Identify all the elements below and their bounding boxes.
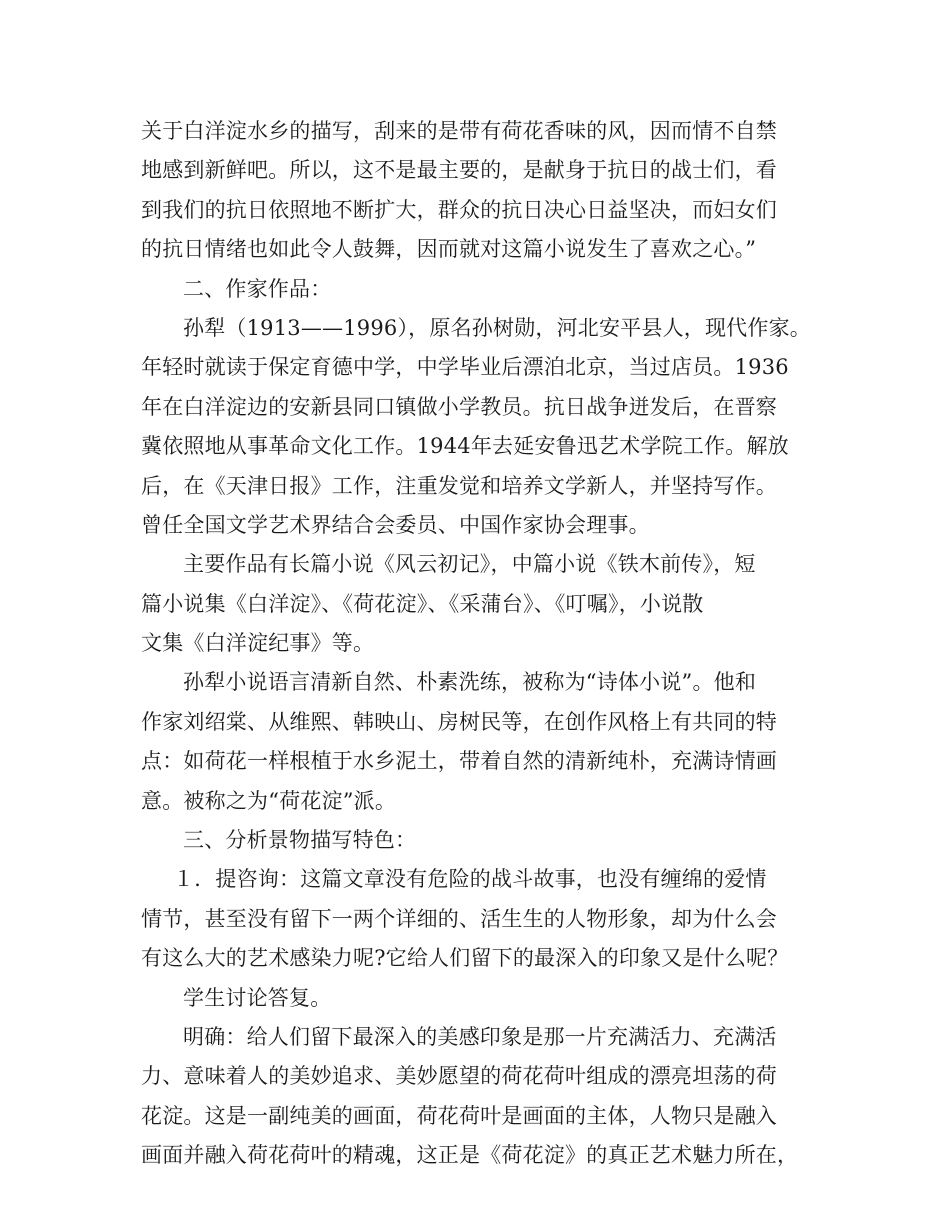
body-line: 关于白洋淀水乡的描写，刮来的是带有荷花香味的风，因而情不自禁 bbox=[141, 119, 777, 143]
section-heading: 二、作家作品： bbox=[183, 276, 332, 301]
body-line: 学生讨论答复。 bbox=[183, 985, 332, 1010]
body-line: 点：如荷花一样根植于水乡泥土，带着自然的清新纯朴，充满诗情画 bbox=[141, 749, 777, 774]
body-line: 主要作品有长篇小说《风云初记》，中篇小说《铁木前传》，短 bbox=[183, 552, 756, 577]
body-line: 花淀。这是一副纯美的画面，荷花荷叶是画面的主体，人物只是融入 bbox=[141, 1103, 777, 1128]
section-heading: 三、分析景物描写特色： bbox=[183, 828, 417, 853]
body-line: 年在白洋淀边的安新县同口镇做小学教员。抗日战争迸发后，在晋察 bbox=[141, 394, 777, 419]
body-line: 明确：给人们留下最深入的美感印象是那一片充满活力、充满活 bbox=[183, 1024, 777, 1049]
document-body bbox=[141, 112, 825, 1176]
body-line: 意。被称之为“荷花淀”派。 bbox=[141, 788, 397, 813]
body-line: 冀依照地从事革命文化工作。1944年去延安鲁迅艺术学院工作。解放 bbox=[141, 434, 789, 459]
body-line: 地感到新鲜吧。所以，这不是最主要的，是献身于抗日的战士们，看 bbox=[141, 158, 777, 183]
body-line: 孙犁小说语言清新自然、朴素洗练，被称为“诗体小说”。他和 bbox=[183, 670, 757, 695]
body-line: 的抗日情绪也如此令人鼓舞，因而就对这篇小说发生了喜欢之心。” bbox=[141, 237, 757, 262]
body-line: 力、意味着人的美妙追求、美妙愿望的荷花荷叶组成的漂亮坦荡的荷 bbox=[141, 1064, 777, 1089]
body-line: 作家刘绍棠、从维熙、韩映山、房树民等，在创作风格上有共同的特 bbox=[141, 709, 777, 734]
body-line: １．提咨询：这篇文章没有危险的战斗故事，也没有缠绵的爱情 bbox=[173, 867, 767, 892]
body-line: 篇小说集《白洋淀》、《荷花淀》、《采蒲台》、《叮嘱》，小说散 bbox=[141, 591, 704, 616]
body-line: 后，在《天津日报》工作，注重发觉和培养文学新人，并坚持写作。 bbox=[141, 473, 777, 498]
body-line: 曾任全国文学艺术界结合会委员、中国作家协会理事。 bbox=[141, 512, 650, 537]
body-line: 情节，甚至没有留下一两个详细的、活生生的人物形象，却为什么会 bbox=[141, 906, 777, 931]
body-line: 有这么大的艺术感染力呢?它给人们留下的最深入的印象又是什么呢？ bbox=[141, 946, 789, 971]
body-line: 到我们的抗日依照地不断扩大，群众的抗日决心日益坚决，而妇女们 bbox=[141, 197, 777, 222]
body-line: 孙犁（1913——1996），原名孙树勋，河北安平县人，现代作家。 bbox=[183, 315, 811, 340]
body-line: 画面并融入荷花荷叶的精魂，这正是《荷花淀》的真正艺术魅力所在， bbox=[141, 1143, 799, 1168]
body-line: 年轻时就读于保定育德中学，中学毕业后漂泊北京，当过店员。1936 bbox=[141, 355, 789, 380]
body-line: 文集《白洋淀纪事》等。 bbox=[141, 631, 375, 656]
